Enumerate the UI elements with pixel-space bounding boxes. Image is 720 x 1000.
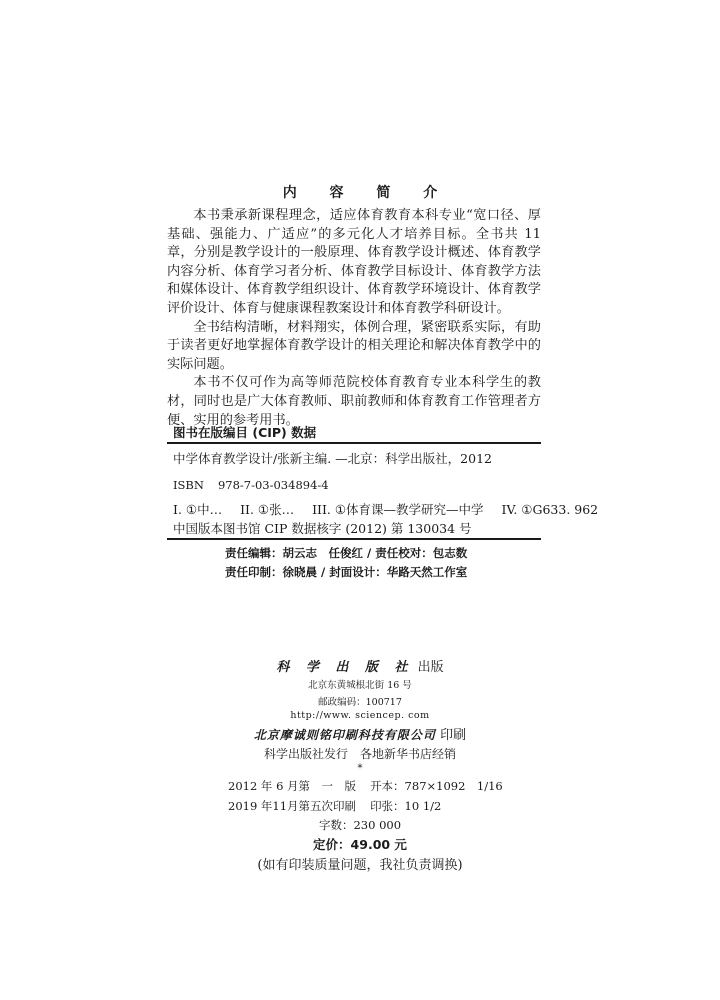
classification-item: IV. ①G633. 962 [501,502,599,517]
cip-data-block [167,424,599,540]
bottom-rule [167,538,541,540]
distribution-line: 科学出版社发行 各地新华书店经销 [263,747,456,761]
credits-production: 责任印制：徐晓晨 / 封面设计：华路天然工作室 [225,565,468,579]
summary-paragraph: 全书结构清晰，材料翔实，体例合理，紧密联系实际，有助于读者更好地掌握体育教学设计的相关理论和解决体育教学中的实际问题。 [167,319,541,372]
cip-heading: 图书在版编目 (CIP) 数据 [173,425,317,440]
cip-title-line: 中学体育教学设计/张新主编. —北京：科学出版社，2012 [173,451,492,466]
publisher-url: http://www. sciencep. com [290,710,430,721]
printing-date: 2019 年11月第五次印刷 [228,799,357,813]
classification-item: III. ①体育课—教学研究—中学 [312,502,484,517]
summary-paragraph: 本书不仅可作为高等师范院校体育教育专业本科学生的教材，同时也是广大体育教师、职前教师和体育教育工作管理者方便、实用的参考用书。 [167,375,541,428]
cip-isbn-line [167,476,541,494]
summary-paragraph: 本书秉承新课程理念，适应体育教育本科专业“宽口径、厚基础、强能力、广适应”的多元化人才培养目标。全书共 11 章，分别是教学设计的一般原理、体育教学设计概述、体育教学内容分析、体育学习者分析、体育教学目标设计、体育教学方法和媒体设计、体育教学组织设计、体育教学环境设计、体育教学评价设计、体育与健康课程教案设计和体育教学科研设计。 [167,208,541,316]
printer-name: 北京摩诚则铭印刷科技有限公司 [253,728,436,742]
printed-sheets: 印张：10 1/2 [370,799,442,813]
format-size: 开本：787×1092 1/16 [370,779,503,793]
printer-suffix: 印刷 [440,728,467,743]
publisher-suffix: 出版 [417,660,444,675]
classification-item: II. ①张… [240,502,295,517]
isbn-label: ISBN [173,478,204,492]
quality-notice: (如有印装质量问题，我社负责调换) [257,858,463,873]
cip-record-line: 中国版本图书馆 CIP 数据核字 (2012) 第 130034 号 [173,521,472,536]
edition-date: 2012 年 6 月第 一 版 [228,779,357,793]
isbn-value: 978-7-03-034894-4 [217,478,329,492]
printer-line [0,724,720,743]
publisher-postcode: 邮政编码：100717 [318,697,402,708]
top-rule [167,442,541,444]
credits-block [225,544,545,582]
publisher-line [0,656,720,675]
cip-classification-line [167,501,599,519]
summary-title: 内 容 简 介 [282,185,452,201]
publisher-name: 科 学 出 版 社 [276,660,414,675]
classification-item: I. ①中… [173,502,223,517]
word-count: 字数：230 000 [318,818,402,832]
separator-asterisk: * [357,763,363,774]
credits-editors: 责任编辑：胡云志 任俊红 / 责任校对：包志数 [225,546,468,560]
summary-body [167,207,541,430]
price: 定价：49.00 元 [313,837,407,852]
publisher-address: 北京东黄城根北街 16 号 [308,680,412,691]
